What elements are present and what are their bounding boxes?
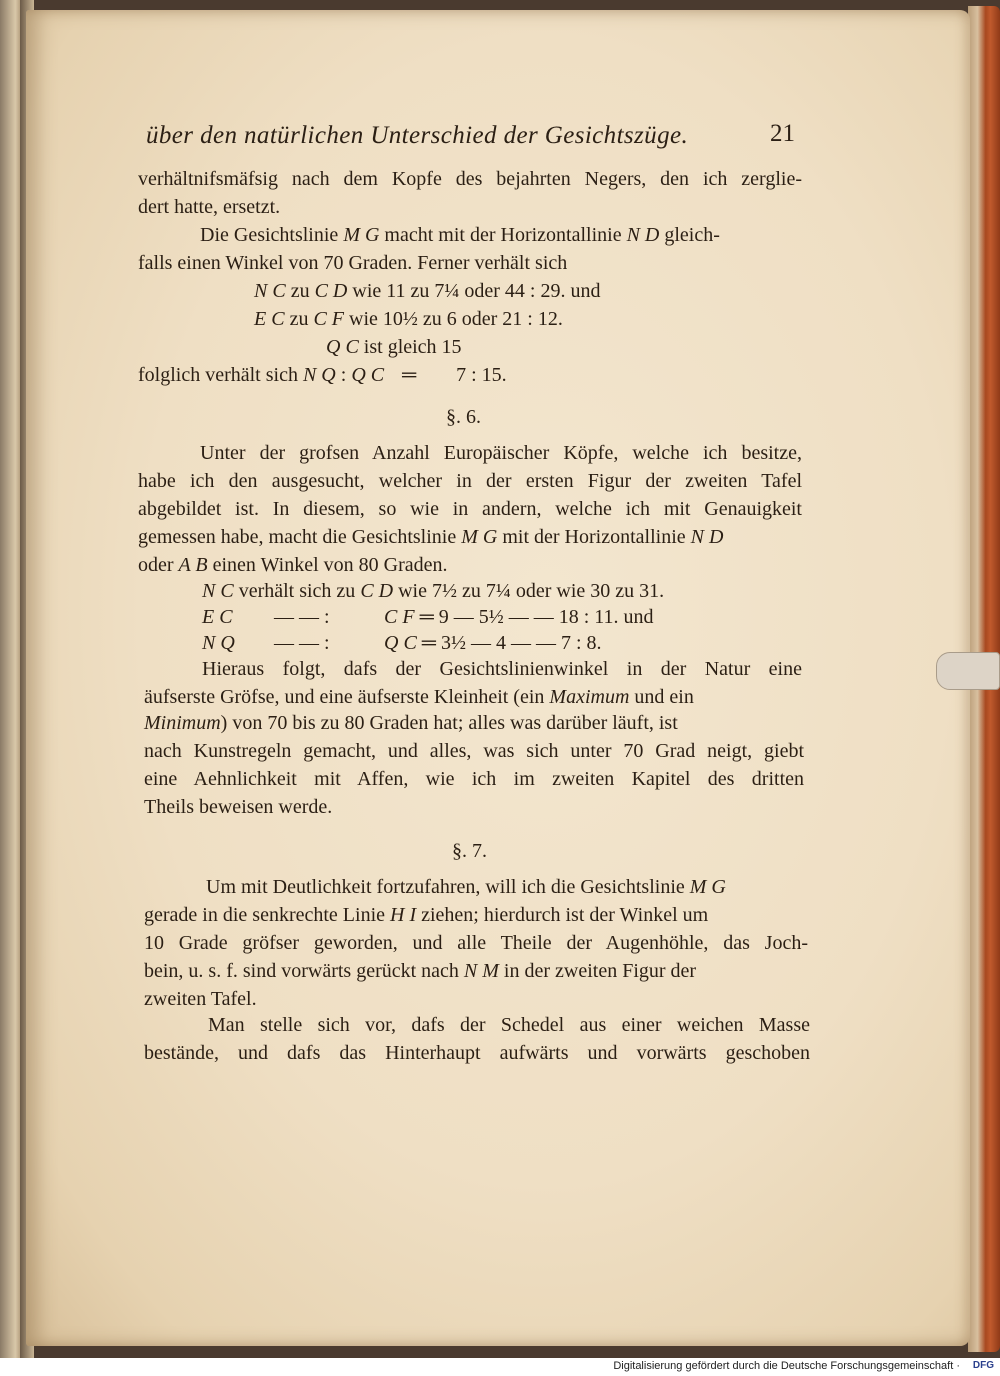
- digitization-credit: Digitalisierung gefördert durch die Deutsche Forschungsgemeinschaft ·: [613, 1360, 960, 1372]
- page-number: 21: [770, 120, 795, 147]
- text-line: oder A B einen Winkel von 80 Graden.: [138, 554, 448, 576]
- text-line: Minimum) von 70 bis zu 80 Graden hat; alles was darüber läuft, ist: [144, 712, 678, 734]
- text-line: 10 Grade gröfser geworden, und alle Theile der Augenhöhle, das Joch-: [144, 932, 808, 954]
- text-line: eine Aehnlichkeit mit Affen, wie ich im zweiten Kapitel des dritten: [144, 768, 804, 790]
- proportion-line: folglich verhält sich N Q : Q C ═ 7 : 15.: [138, 364, 507, 386]
- text-line: dert hatte, ersetzt.: [138, 196, 281, 218]
- text-line: zweiten Tafel.: [144, 988, 257, 1010]
- section-heading: §. 6.: [446, 406, 481, 428]
- text-line: Um mit Deutlichkeit fortzufahren, will ich die Gesichtslinie M G: [206, 876, 726, 898]
- text-line: Unter der grofsen Anzahl Europäischer Köpfe, welche ich besitze,: [200, 442, 802, 464]
- text-line: Hieraus folgt, dafs der Gesichtslinienwinkel in der Natur eine: [202, 658, 802, 680]
- text-line: bestände, und dafs das Hinterhaupt aufwärts und vorwärts geschoben: [144, 1042, 810, 1064]
- proportion-line: Q C ist gleich 15: [326, 336, 462, 358]
- proportion-line: N Q — — : Q C ═ 3½ — 4 — — 7 : 8.: [202, 632, 602, 654]
- text-line: bein, u. s. f. sind vorwärts gerückt nach N M in der zweiten Figur der: [144, 960, 697, 982]
- text-line: gerade in die senkrechte Linie H I ziehen; hierdurch ist der Winkel um: [144, 904, 709, 926]
- section-heading: §. 7.: [452, 840, 487, 862]
- text-line: habe ich den ausgesucht, welcher in der ersten Figur der zweiten Tafel: [138, 470, 802, 492]
- dfg-logo: DFG: [972, 1360, 994, 1371]
- left-page-edge: [0, 0, 22, 1358]
- text-line: nach Kunstregeln gemacht, und alles, was sich unter 70 Grad neigt, giebt: [144, 740, 804, 762]
- text-line: verhältnifsmäfsig nach dem Kopfe des bejahrten Negers, den ich zerglie-: [138, 168, 802, 190]
- text-line: Die Gesichtslinie M G macht mit der Horizontallinie N D gleich-: [200, 224, 720, 246]
- text-line: abgebildet ist. In diesem, so wie in andern, welche ich mit Genauigkeit: [138, 498, 802, 520]
- proportion-line: E C zu C F wie 10½ zu 6 oder 21 : 12.: [254, 308, 563, 330]
- running-title: über den natürlichen Unterschied der Gesichtszüge.: [146, 122, 689, 149]
- text-line: gemessen habe, macht die Gesichtslinie M G mit der Horizontallinie N D: [138, 526, 724, 548]
- text-line: äufserste Gröfse, und eine äufserste Kleinheit (ein Maximum und ein: [144, 686, 694, 708]
- text-line: falls einen Winkel von 70 Graden. Ferner verhält sich: [138, 252, 568, 274]
- text-line: Man stelle sich vor, dafs der Schedel aus einer weichen Masse: [208, 1014, 810, 1036]
- proportion-line: N C verhält sich zu C D wie 7½ zu 7¼ oder wie 30 zu 31.: [202, 580, 665, 602]
- proportion-line: N C zu C D wie 11 zu 7¼ oder 44 : 29. und: [254, 280, 601, 302]
- text-line: Theils beweisen werde.: [144, 796, 333, 818]
- proportion-line: E C — — : C F ═ 9 — 5½ — — 18 : 11. und: [202, 606, 654, 628]
- bookmark-tab: [936, 652, 1000, 690]
